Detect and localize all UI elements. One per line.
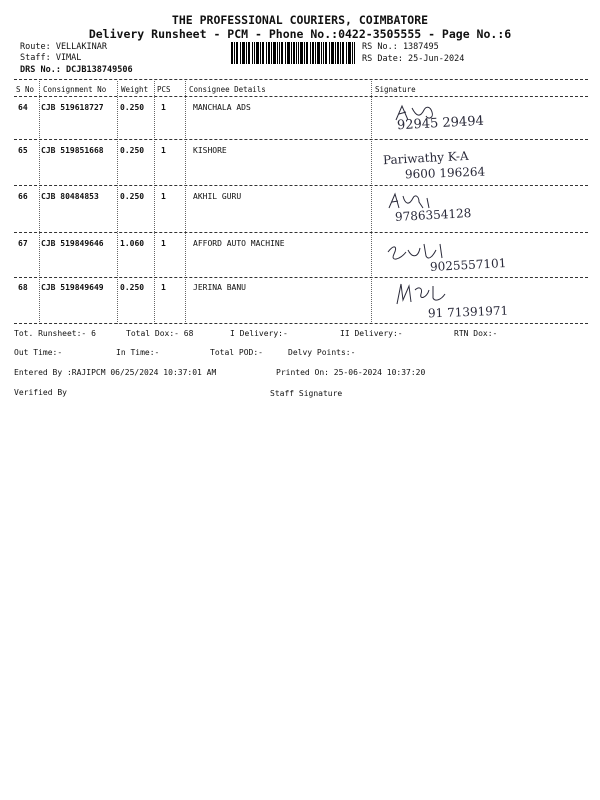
signature-phone: 9600 196264 bbox=[404, 164, 486, 182]
ii-delivery: II Delivery:- bbox=[340, 329, 403, 338]
col-header-signature: Signature bbox=[375, 85, 416, 94]
row-weight: 1.060 bbox=[120, 239, 145, 248]
col-header-weight: Weight bbox=[121, 85, 149, 94]
signature-phone: 91 71391971 bbox=[427, 303, 509, 321]
tot-runsheet: Tot. Runsheet:- 6 bbox=[14, 329, 96, 338]
rs-date: RS Date: 25-Jun-2024 bbox=[362, 54, 465, 64]
row-consignee: KISHORE bbox=[193, 146, 227, 155]
col-header-consignment: Consignment No bbox=[43, 85, 107, 94]
table-header-rule bbox=[14, 96, 588, 97]
out-time: Out Time:- bbox=[14, 348, 63, 357]
row-pcs: 1 bbox=[161, 146, 166, 155]
table-top-rule bbox=[14, 79, 588, 80]
entered-by: Entered By :RAJIPCM 06/25/2024 10:37:01 AM bbox=[14, 368, 217, 377]
row-sno: 66 bbox=[18, 192, 28, 201]
row-sno: 64 bbox=[18, 103, 28, 112]
row-consignment: CJB 80484853 bbox=[41, 192, 99, 201]
route-label: Route: VELLAKINAR bbox=[20, 42, 107, 52]
row-consignment: CJB 519618727 bbox=[41, 103, 104, 112]
row-sno: 68 bbox=[18, 283, 28, 292]
signature-scribble bbox=[393, 280, 453, 308]
rs-number: RS No.: 1387495 bbox=[362, 42, 439, 52]
signature-phone: 9025557101 bbox=[429, 256, 507, 274]
col-divider bbox=[154, 81, 155, 324]
runsheet-subtitle: Delivery Runsheet - PCM - Phone No.:0422-3505555 - Page No.:6 bbox=[88, 27, 512, 41]
col-divider bbox=[117, 81, 118, 324]
row-pcs: 1 bbox=[161, 192, 166, 201]
col-header-pcs: PCS bbox=[157, 85, 171, 94]
signature-phone: 92945 29494 bbox=[396, 113, 485, 134]
total-dox: Total Dox:- 68 bbox=[126, 329, 194, 338]
printed-on: Printed On: 25-06-2024 10:37:20 bbox=[276, 368, 426, 377]
rtn-dox: RTN Dox:- bbox=[454, 329, 498, 338]
row-consignee: AFFORD AUTO MACHINE bbox=[193, 239, 285, 248]
row-consignment: CJB 519849646 bbox=[41, 239, 104, 248]
in-time: In Time:- bbox=[116, 348, 160, 357]
row-sno: 67 bbox=[18, 239, 28, 248]
staff-label: Staff: VIMAL bbox=[20, 53, 82, 63]
company-title: THE PROFESSIONAL COURIERS, COIMBATORE bbox=[171, 13, 429, 27]
row-weight: 0.250 bbox=[120, 146, 145, 155]
signature-phone: 9786354128 bbox=[394, 206, 472, 224]
signature-name: Pariwathy K-A bbox=[382, 148, 469, 168]
row-divider bbox=[14, 185, 588, 186]
total-pod: Total POD:- bbox=[210, 348, 263, 357]
row-consignee: AKHIL GURU bbox=[193, 192, 242, 201]
row-divider bbox=[14, 277, 588, 278]
table-bottom-rule bbox=[14, 323, 588, 324]
row-divider bbox=[14, 139, 588, 140]
row-pcs: 1 bbox=[161, 283, 166, 292]
row-divider bbox=[14, 232, 588, 233]
row-weight: 0.250 bbox=[120, 283, 145, 292]
drs-number: DRS No.: DCJB138749506 bbox=[20, 65, 133, 75]
row-pcs: 1 bbox=[161, 103, 166, 112]
row-pcs: 1 bbox=[161, 239, 166, 248]
row-sno: 65 bbox=[18, 146, 28, 155]
delvy-points: Delvy Points:- bbox=[288, 348, 356, 357]
col-divider bbox=[371, 81, 372, 324]
col-header-sno: S No bbox=[16, 85, 35, 94]
staff-signature-label: Staff Signature bbox=[270, 389, 343, 398]
barcode bbox=[231, 42, 355, 64]
row-consignee: JERINA BANU bbox=[193, 283, 246, 292]
col-divider bbox=[185, 81, 186, 324]
i-delivery: I Delivery:- bbox=[230, 329, 288, 338]
row-consignment: CJB 519849649 bbox=[41, 283, 104, 292]
col-divider bbox=[39, 81, 40, 324]
row-consignment: CJB 519851668 bbox=[41, 146, 104, 155]
row-weight: 0.250 bbox=[120, 103, 145, 112]
row-weight: 0.250 bbox=[120, 192, 145, 201]
verified-by: Verified By bbox=[14, 388, 67, 397]
row-consignee: MANCHALA ADS bbox=[193, 103, 251, 112]
col-header-consignee: Consignee Details bbox=[189, 85, 266, 94]
